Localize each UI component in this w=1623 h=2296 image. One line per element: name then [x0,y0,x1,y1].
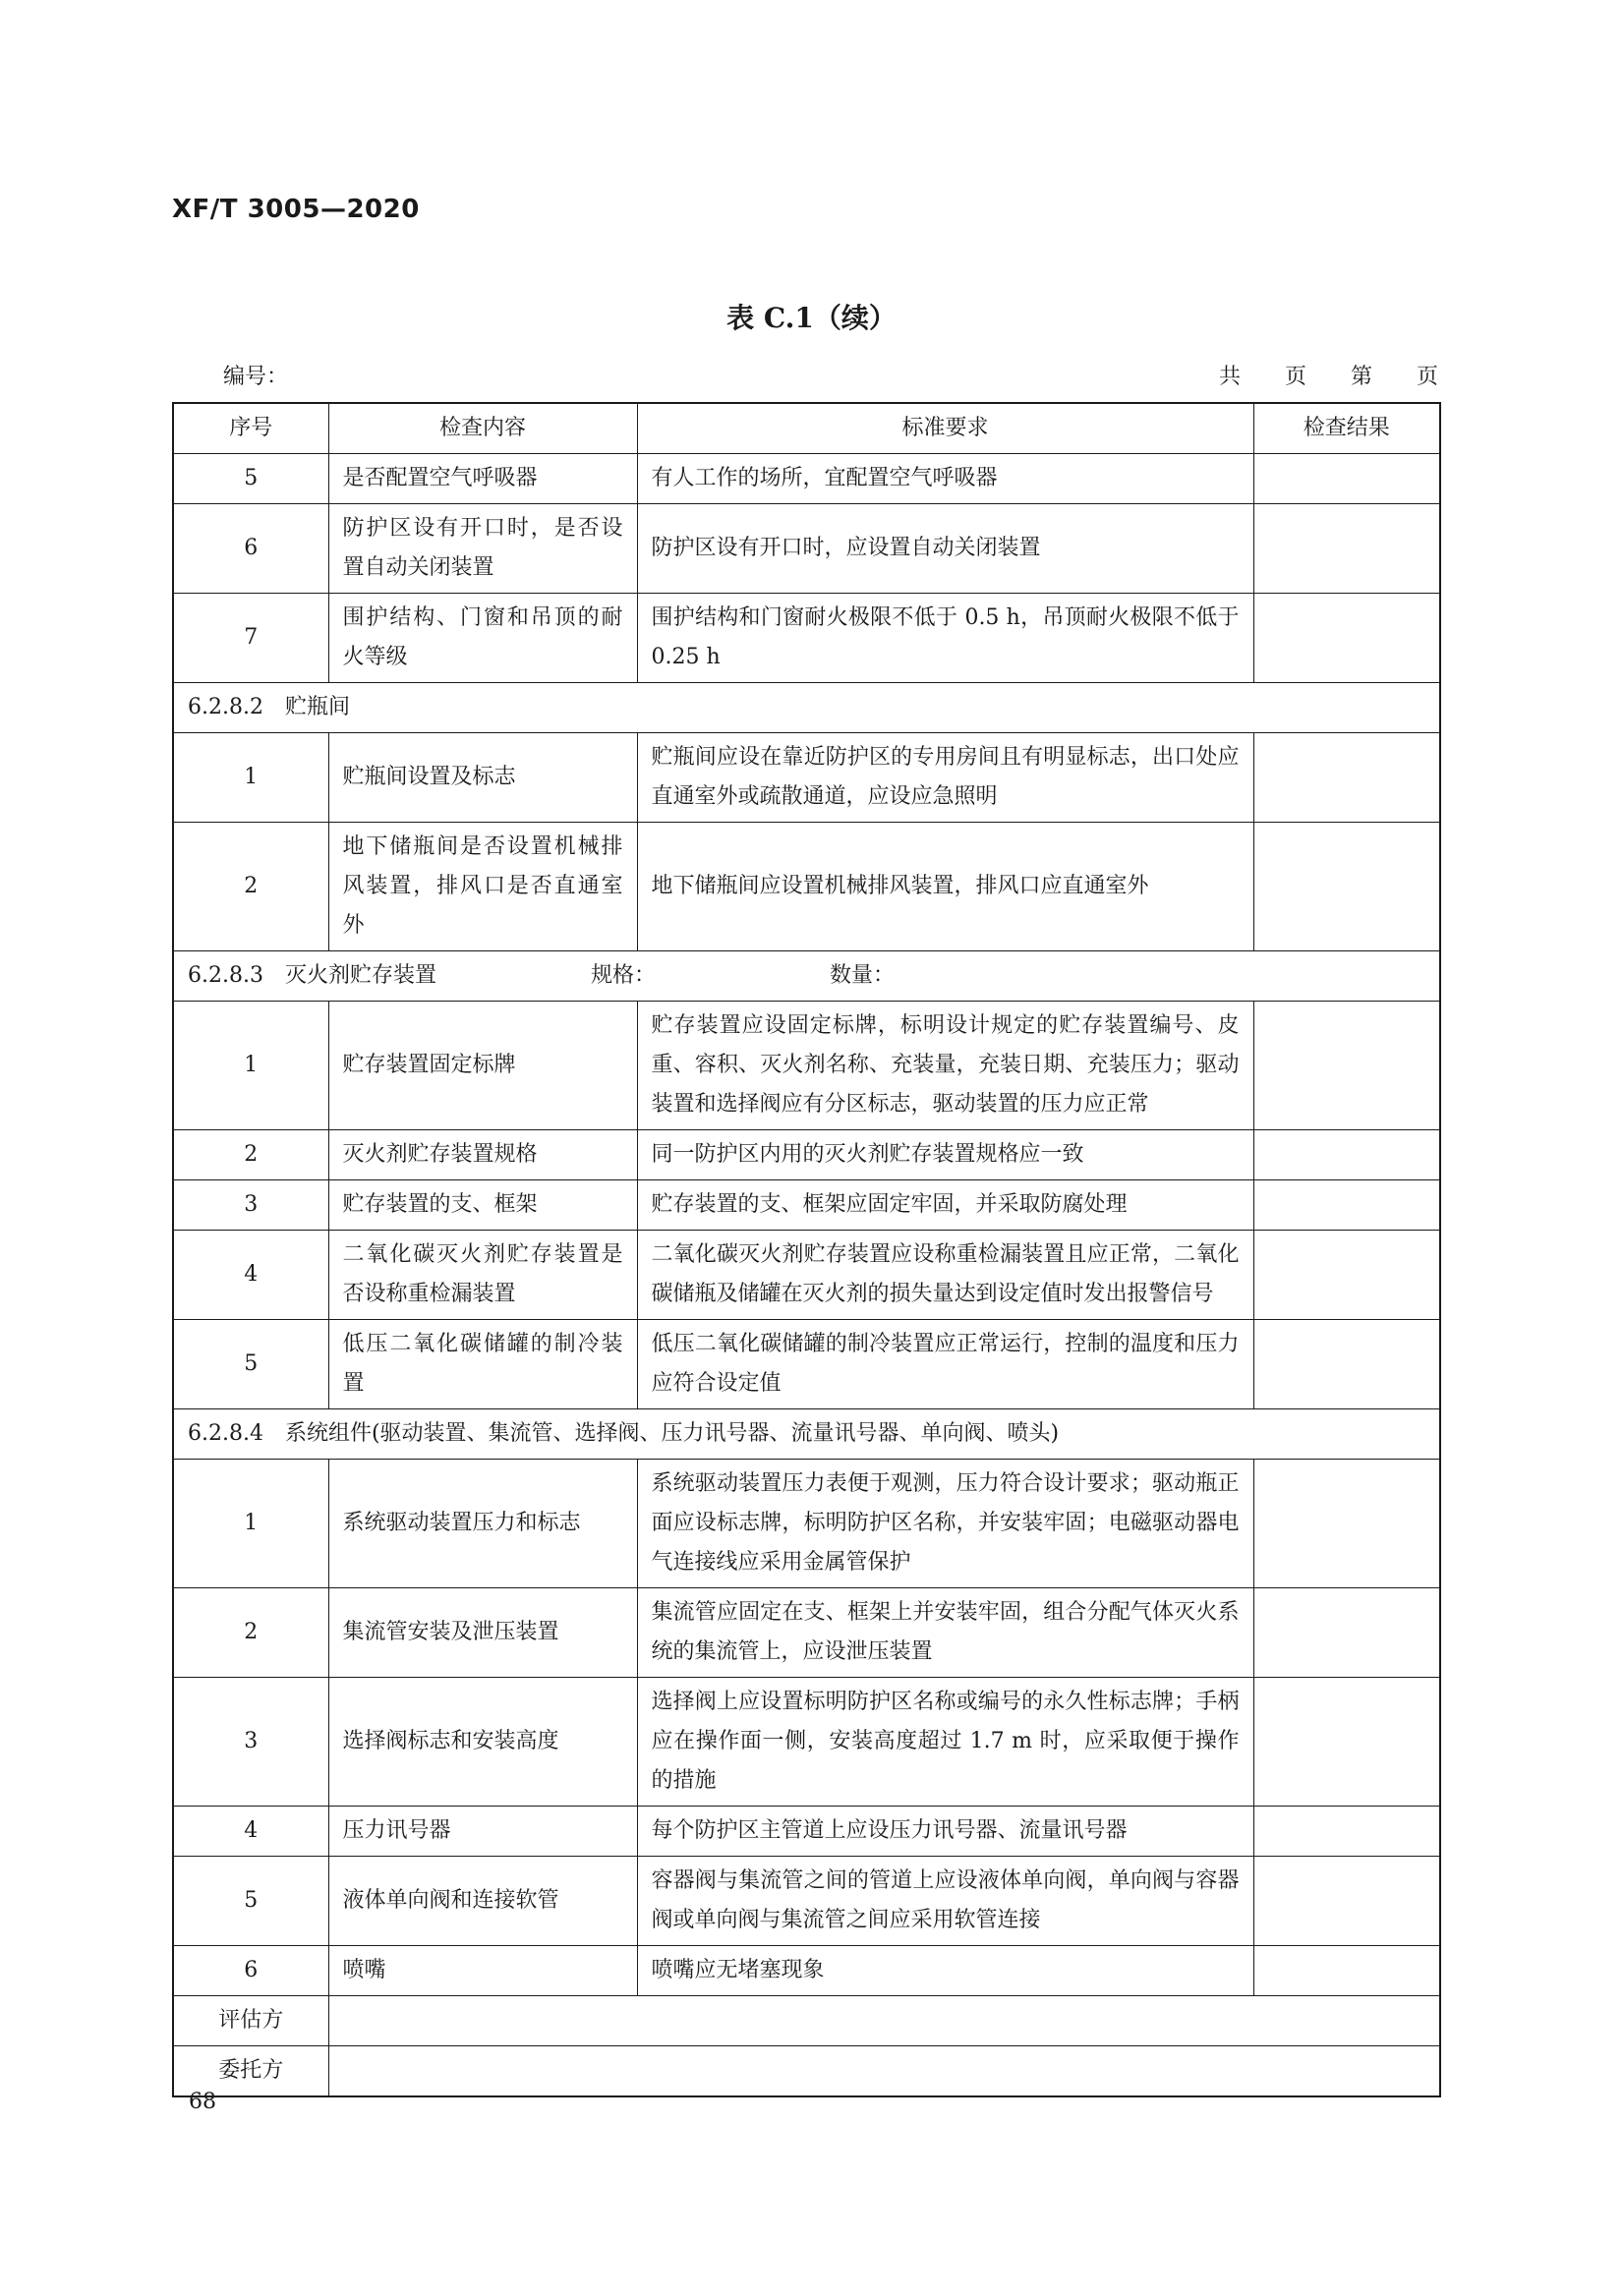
table-row [173,504,1440,594]
table-row [173,1678,1440,1807]
row-no: 1 [173,733,328,823]
row-requirement: 地下储瓶间应设置机械排风装置，排风口应直通室外 [637,823,1253,951]
table-row [173,1002,1440,1130]
row-requirement: 贮瓶间应设在靠近防护区的专用房间且有明显标志，出口处应直通室外或疏散通道，应设应急照明 [637,733,1253,823]
row-requirement: 二氧化碳灭火剂贮存装置应设称重检漏装置且应正常，二氧化碳储瓶及储罐在灭火剂的损失量达到设定值时发出报警信号 [637,1231,1253,1320]
row-item: 喷嘴 [328,1946,637,1996]
row-requirement: 同一防护区内用的灭火剂贮存装置规格应一致 [637,1130,1253,1180]
row-result[interactable] [1253,1460,1440,1588]
table-row [173,1130,1440,1180]
sign-row-assessor [173,1996,1440,2046]
page-number: 68 [189,2090,216,2114]
section-title-6284: 6.2.8.4 系统组件(驱动装置、集流管、选择阀、压力讯号器、流量讯号器、单向阀、喷头) [173,1409,1440,1460]
row-result[interactable] [1253,1002,1440,1130]
row-result[interactable] [1253,1807,1440,1857]
number-label: 编号： [223,365,289,389]
row-item: 地下储瓶间是否设置机械排风装置，排风口是否直通室外 [328,823,637,951]
row-item: 贮瓶间设置及标志 [328,733,637,823]
row-requirement: 防护区设有开口时，应设置自动关闭装置 [637,504,1253,594]
section-title-6282: 6.2.8.2 贮瓶间 [173,683,1440,733]
row-requirement: 低压二氧化碳储罐的制冷装置应正常运行，控制的温度和压力应符合设定值 [637,1320,1253,1409]
client-signature-field[interactable] [328,2046,1440,2097]
row-no: 5 [173,1857,328,1946]
row-requirement: 系统驱动装置压力表便于观测，压力符合设计要求；驱动瓶正面应设标志牌，标明防护区名称，并安装牢固；电磁驱动器电气连接线应采用金属管保护 [637,1460,1253,1588]
row-requirement: 选择阀上应设置标明防护区名称或编号的永久性标志牌；手柄应在操作面一侧，安装高度超过 1.7 m 时，应采取便于操作的措施 [637,1678,1253,1807]
row-item: 系统驱动装置压力和标志 [328,1460,637,1588]
section-row-6282 [173,683,1440,733]
row-requirement: 围护结构和门窗耐火极限不低于 0.5 h，吊顶耐火极限不低于 0.25 h [637,594,1253,683]
section-row-6284 [173,1409,1440,1460]
table-row [173,1460,1440,1588]
row-result[interactable] [1253,1588,1440,1678]
assessor-signature-field[interactable] [328,1996,1440,2046]
table-row [173,454,1440,504]
pages-label: 共 页 第 页 [1219,365,1438,389]
row-no: 5 [173,454,328,504]
row-item: 压力讯号器 [328,1807,637,1857]
row-item: 低压二氧化碳储罐的制冷装置 [328,1320,637,1409]
table-row [173,1857,1440,1946]
col-header-no: 序号 [173,403,328,454]
row-no: 2 [173,1588,328,1678]
row-result[interactable] [1253,594,1440,683]
table-row [173,1588,1440,1678]
inspection-table [172,402,1441,2097]
row-item: 二氧化碳灭火剂贮存装置是否设称重检漏装置 [328,1231,637,1320]
row-result[interactable] [1253,733,1440,823]
row-no: 4 [173,1231,328,1320]
table-title: 表 C.1（续） [726,302,897,334]
client-label: 委托方 [173,2046,328,2097]
section-cell-6283 [173,951,1440,1002]
row-result[interactable] [1253,504,1440,594]
section-row-6283 [173,951,1440,1002]
row-no: 6 [173,1946,328,1996]
document-code: XF/T 3005—2020 [172,195,420,224]
col-header-item: 检查内容 [328,403,637,454]
spec-label: 规格： [590,963,656,988]
row-requirement: 容器阀与集流管之间的管道上应设液体单向阀，单向阀与容器阀或单向阀与集流管之间应采用软管连接 [637,1857,1253,1946]
row-no: 3 [173,1678,328,1807]
row-requirement: 有人工作的场所，宜配置空气呼吸器 [637,454,1253,504]
row-item: 是否配置空气呼吸器 [328,454,637,504]
section-title-6283: 6.2.8.3 灭火剂贮存装置 [188,963,436,988]
row-result[interactable] [1253,1130,1440,1180]
assessor-label: 评估方 [173,1996,328,2046]
row-item: 液体单向阀和连接软管 [328,1857,637,1946]
row-item: 贮存装置固定标牌 [328,1002,637,1130]
row-requirement: 喷嘴应无堵塞现象 [637,1946,1253,1996]
row-requirement: 集流管应固定在支、框架上并安装牢固，组合分配气体灭火系统的集流管上，应设泄压装置 [637,1588,1253,1678]
row-result[interactable] [1253,1320,1440,1409]
row-no: 5 [173,1320,328,1409]
row-result[interactable] [1253,1180,1440,1231]
row-result[interactable] [1253,1231,1440,1320]
quantity-label: 数量： [829,963,895,988]
table-row [173,823,1440,951]
row-no: 2 [173,1130,328,1180]
table-row [173,1231,1440,1320]
row-item: 防护区设有开口时，是否设置自动关闭装置 [328,504,637,594]
row-no: 4 [173,1807,328,1857]
table-row [173,1946,1440,1996]
row-item: 选择阀标志和安装高度 [328,1678,637,1807]
row-no: 7 [173,594,328,683]
row-result[interactable] [1253,1678,1440,1807]
row-requirement: 贮存装置应设固定标牌，标明设计规定的贮存装置编号、皮重、容积、灭火剂名称、充装量，充装日期、充装压力；驱动装置和选择阀应有分区标志，驱动装置的压力应正常 [637,1002,1253,1130]
row-item: 贮存装置的支、框架 [328,1180,637,1231]
row-result[interactable] [1253,823,1440,951]
row-item: 围护结构、门窗和吊顶的耐火等级 [328,594,637,683]
table-header-row [173,403,1440,454]
sign-row-client [173,2046,1440,2097]
table-row [173,1807,1440,1857]
row-no: 6 [173,504,328,594]
table-row [173,1180,1440,1231]
row-requirement: 贮存装置的支、框架应固定牢固，并采取防腐处理 [637,1180,1253,1231]
table-row [173,733,1440,823]
col-header-requirement: 标准要求 [637,403,1253,454]
row-item: 灭火剂贮存装置规格 [328,1130,637,1180]
row-no: 2 [173,823,328,951]
row-result[interactable] [1253,1857,1440,1946]
row-no: 3 [173,1180,328,1231]
row-item: 集流管安装及泄压装置 [328,1588,637,1678]
table-row [173,1320,1440,1409]
table-row [173,594,1440,683]
col-header-result: 检查结果 [1253,403,1440,454]
row-requirement: 每个防护区主管道上应设压力讯号器、流量讯号器 [637,1807,1253,1857]
row-result[interactable] [1253,1946,1440,1996]
row-no: 1 [173,1002,328,1130]
row-no: 1 [173,1460,328,1588]
row-result[interactable] [1253,454,1440,504]
